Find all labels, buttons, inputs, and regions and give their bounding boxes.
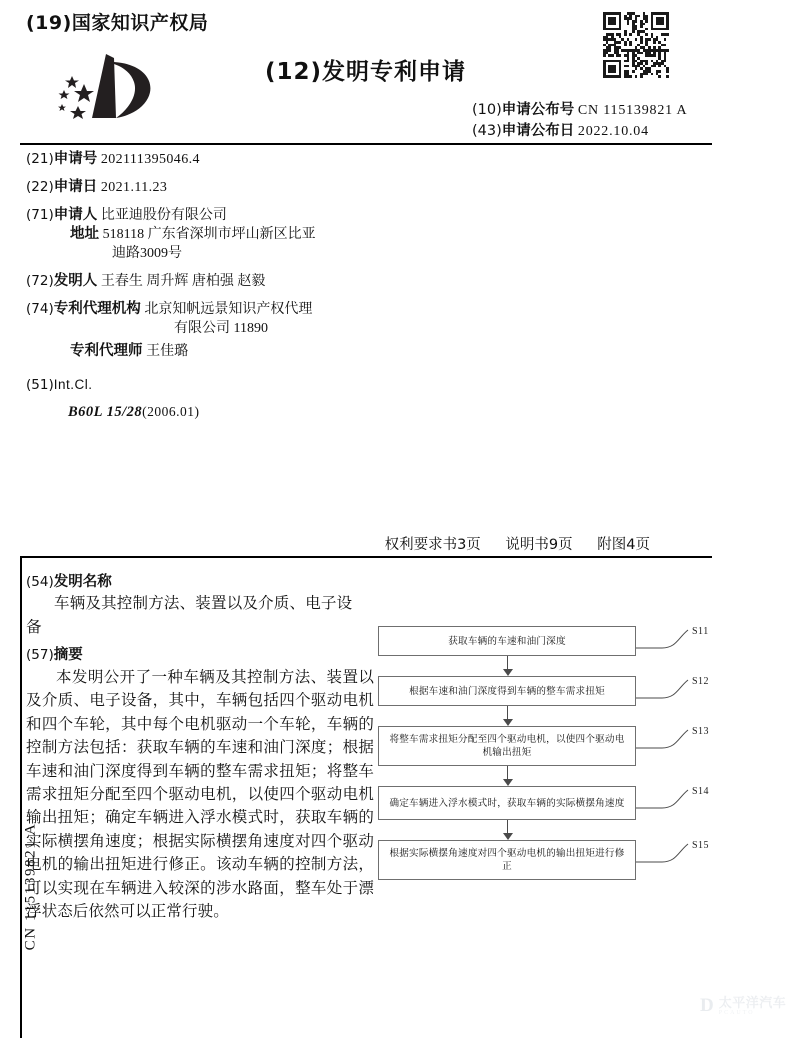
address-value-2: 迪路3009号 (112, 246, 182, 261)
leader-line-s14 (636, 786, 692, 820)
title-abstract-column (26, 566, 374, 923)
abstract-code: (57) (26, 647, 54, 663)
leader-line-s13 (636, 726, 692, 760)
app-date-label: 申请日 (53, 179, 98, 195)
title-code: (54) (26, 574, 54, 590)
inventor-row (26, 272, 456, 291)
flow-step (378, 726, 710, 766)
pub-date-label: 申请公布日 (501, 123, 575, 139)
address-label: 地址 (70, 226, 99, 242)
flow-step (378, 786, 710, 820)
cnipa-emblem-icon (48, 52, 168, 127)
agency-value-2: 有限公司 11890 (174, 321, 268, 336)
pub-no-value: CN 115139821 A (577, 103, 688, 118)
application-date-row (26, 178, 456, 197)
abstract-divider (20, 556, 712, 558)
inventor-value: 王春生 周升辉 唐柏强 赵毅 (100, 274, 266, 289)
flow-arrow (378, 706, 636, 726)
abstract-body: 本发明公开了一种车辆及其控制方法、装置以及介质、电子设备，其中，车辆包括四个驱动电机和四个车轮，其中每个电机驱动一个车轮，车辆的控制方法包括：获取车辆的车速和油门深度；根据车速和油门深度得到车辆的整车需求扭矩；将整车需求扭矩分配至四个驱动电机，以使四个驱动电机输出扭矩；确定车辆进入浮水模式时，获取车辆的实际横摆角速度；根据实际横摆角速度对四个驱动电机的输出扭矩进行修正。该动车辆的控制方法，可以实现在车辆进入较深的涉水路面，整车处于漂浮状态后依然可以正常行驶。 (26, 669, 374, 921)
agency-label: 专利代理机构 (53, 301, 141, 317)
flow-step (378, 626, 709, 656)
agency-line-2 (26, 319, 456, 338)
ipc-code: (51) (26, 377, 54, 393)
flow-step (378, 676, 710, 706)
flow-box-s14: 确定车辆进入浮水模式时，获取车辆的实际横摆角速度 (378, 786, 636, 820)
watermark-sub-text: PCAUTO (718, 1009, 755, 1016)
kind-code: (12) (265, 59, 323, 85)
applicant-code: (71) (26, 207, 54, 223)
agent-value: 王佳璐 (146, 344, 189, 359)
agency-line-1 (26, 300, 456, 319)
abstract-heading (26, 643, 374, 664)
app-no-label: 申请号 (53, 151, 98, 167)
kind-name: 发明专利申请 (322, 59, 467, 85)
flow-arrow (378, 656, 636, 676)
app-no-value: 202111395046.4 (100, 152, 200, 167)
inventor-code: (72) (26, 273, 54, 289)
publication-number-row (472, 100, 687, 121)
agent-line (26, 342, 456, 361)
page-counts (0, 533, 712, 554)
leader-line-s15 (636, 840, 692, 874)
flow-box-s13: 将整车需求扭矩分配至四个驱动电机，以使四个驱动电机输出扭矩 (378, 726, 636, 766)
flow-arrow (378, 820, 636, 840)
watermark-main-text: 太平洋汽车 (718, 995, 787, 1010)
pub-no-label: 申请公布号 (501, 102, 575, 118)
agency-row (26, 300, 456, 361)
address-value-1: 518118 广东省深圳市坪山新区比亚 (102, 227, 316, 242)
inventor-label: 发明人 (53, 273, 98, 289)
ipc-heading (26, 375, 456, 395)
ipc-row (26, 375, 456, 422)
ipc-classification (26, 402, 456, 422)
ipc-class: B60L 15/28 (68, 404, 143, 420)
step-label-s11: S11 (692, 626, 709, 637)
publication-date-row (472, 121, 687, 142)
document-kind (265, 53, 466, 86)
applicant-label: 申请人 (53, 207, 98, 223)
office-header (26, 8, 208, 35)
app-date-value: 2021.11.23 (100, 180, 168, 195)
step-label-s14: S14 (692, 786, 710, 797)
agency-value-1: 北京知帆远景知识产权代理 (144, 302, 313, 317)
pub-date-value: 2022.10.04 (577, 124, 649, 139)
flow-box-s15: 根据实际横摆角速度对四个驱动电机的输出扭矩进行修正 (378, 840, 636, 880)
description-pages: 说明书9页 (505, 537, 573, 553)
title-label: 发明名称 (53, 574, 112, 590)
agent-label: 专利代理师 (70, 343, 143, 359)
watermark-text-group (719, 996, 787, 1016)
office-name: 国家知识产权局 (71, 12, 209, 34)
office-code: (19) (26, 12, 72, 34)
abstract-label: 摘要 (53, 647, 83, 663)
claims-pages: 权利要求书3页 (384, 537, 481, 553)
invention-title-line-2: 备 (26, 619, 42, 636)
agency-code: (74) (26, 301, 54, 317)
flow-box-s12: 根据车速和油门深度得到车辆的整车需求扭矩 (378, 676, 636, 706)
application-number-row (26, 150, 456, 169)
app-no-code: (21) (26, 151, 54, 167)
left-border-rule (20, 556, 22, 1038)
watermark-logo-icon: D (700, 995, 714, 1017)
flow-box-s11: 获取车辆的车速和油门深度 (378, 626, 636, 656)
address-line-1 (26, 225, 456, 244)
applicant-row (26, 206, 456, 263)
applicant-line (26, 206, 456, 225)
ipc-label: Int.Cl. (53, 377, 93, 392)
site-watermark (700, 996, 786, 1016)
ipc-version: (2006.01) (142, 404, 200, 419)
pub-date-code: (43) (472, 123, 502, 139)
app-date-code: (22) (26, 179, 54, 195)
flow-arrow (378, 766, 636, 786)
invention-title-heading (26, 570, 374, 591)
step-label-s15: S15 (692, 840, 710, 851)
bibliographic-data (26, 150, 456, 431)
method-flowchart (378, 626, 710, 880)
publication-block (472, 100, 687, 142)
drawings-pages: 附图4页 (597, 537, 650, 553)
leader-line-s12 (636, 676, 692, 710)
step-label-s12: S12 (692, 676, 710, 687)
header-divider (20, 143, 712, 145)
side-publication-code: CN 115139821 A (22, 822, 39, 951)
invention-title-line-1: 车辆及其控制方法、装置以及介质、电子设 (54, 595, 353, 612)
applicant-value: 比亚迪股份有限公司 (100, 208, 227, 223)
step-label-s13: S13 (692, 726, 710, 737)
leader-line-s11 (636, 626, 692, 660)
address-line-2 (26, 244, 456, 263)
qr-code (603, 12, 669, 78)
flow-step (378, 840, 710, 880)
pub-no-code: (10) (472, 102, 502, 118)
